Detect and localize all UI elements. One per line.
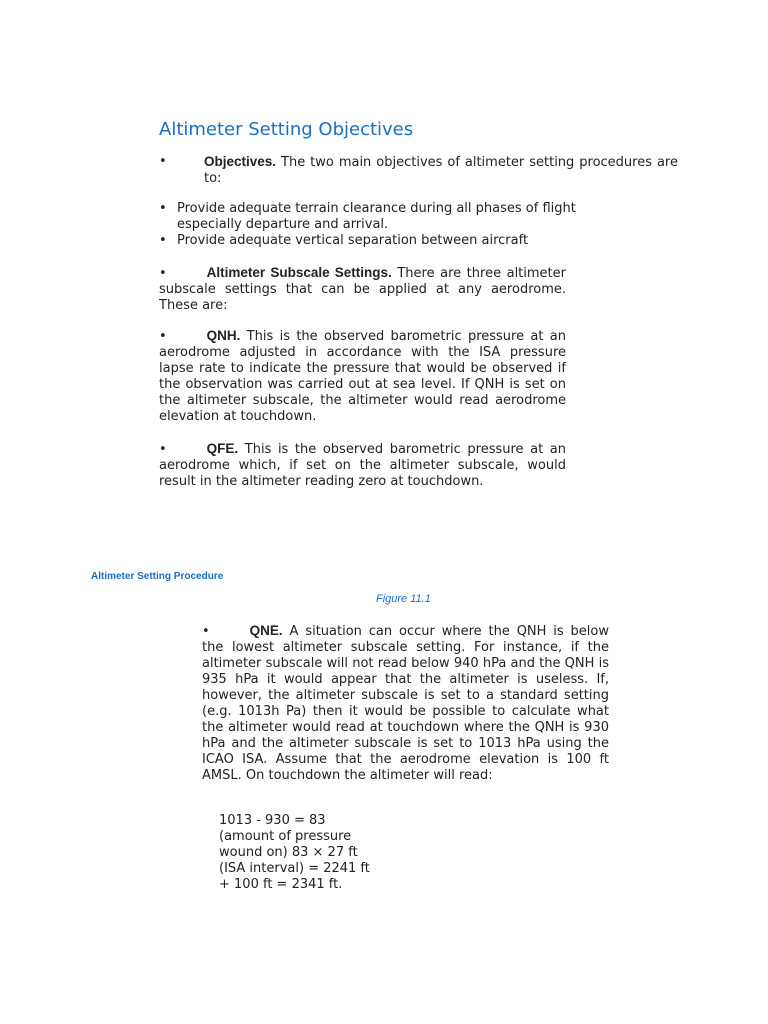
bullet: • xyxy=(159,442,167,457)
subscale-paragraph xyxy=(159,265,566,314)
figure-caption: Figure 11.1 xyxy=(376,593,431,605)
objectives-term: Objectives. xyxy=(204,154,277,169)
qne-text: A situation can occur where the QNH is below the lowest altimeter subscale setting. For instance, if the altimeter subscale will not read below 940 hPa and the QNH is 935 hPa it would appear that the altimeter is useless. If, however, the altimeter subscale is set to a standard setting (e.g. 1013h Pa) then it would be possible to calculate what the altimeter would read at touchdown where the QNH is 930 hPa and the altimeter subscale is set to 1013 hPa using the ICAO ISA. Assume that the aerodrome elevation is 100 ft AMSL. On touchdown the altimeter will read: xyxy=(202,624,609,783)
bullet: • xyxy=(159,266,167,281)
subscale-text: There are three altimeter subscale settings that can be applied at any aerodrome. These are: xyxy=(159,266,566,313)
qnh-term: QNH. xyxy=(206,328,241,343)
bullet: • xyxy=(202,624,210,639)
qnh-text: This is the observed barometric pressure at an aerodrome adjusted in accordance with the ISA pressure lapse rate to indicate the pressure that would be observed if the observation was carried out at sea level. If QNH is set on the altimeter subscale, the altimeter would read aerodrome elevation at touchdown. xyxy=(159,329,566,424)
list-item xyxy=(159,201,579,233)
calculation-line: (ISA interval) = 2241 ft xyxy=(219,861,370,876)
page-title: Altimeter Setting Objectives xyxy=(159,119,414,140)
bullet: • xyxy=(159,154,167,169)
objectives-list xyxy=(159,201,579,249)
calculation-line: wound on) 83 × 27 ft xyxy=(219,845,358,860)
qnh-paragraph xyxy=(159,328,566,425)
qne-paragraph xyxy=(202,623,609,784)
objectives-text: The two main objectives of altimeter setting procedures are to: xyxy=(204,155,678,186)
qne-term: QNE. xyxy=(249,623,283,638)
calculation-line: + 100 ft = 2341 ft. xyxy=(219,877,343,892)
qfe-text: This is the observed barometric pressure at an aerodrome which, if set on the altimeter subscale, would result in the altimeter reading zero at touchdown. xyxy=(159,442,566,489)
objectives-content xyxy=(204,154,678,187)
calculation-line: 1013 - 930 = 83 xyxy=(219,813,326,828)
list-item xyxy=(159,233,579,249)
section-label: Altimeter Setting Procedure xyxy=(91,571,224,582)
qfe-term: QFE. xyxy=(206,441,239,456)
qfe-paragraph xyxy=(159,441,566,490)
list-item-text: Provide adequate vertical separation between aircraft xyxy=(177,233,529,248)
calculation-block xyxy=(219,813,379,893)
bullet: • xyxy=(159,201,167,216)
bullet: • xyxy=(159,233,167,248)
subscale-term: Altimeter Subscale Settings. xyxy=(206,265,392,280)
objectives-paragraph xyxy=(159,154,678,187)
calculation-line: (amount of pressure xyxy=(219,829,352,844)
bullet: • xyxy=(159,329,167,344)
list-item-text: Provide adequate terrain clearance during all phases of flight especially departure and arrival. xyxy=(177,201,576,232)
